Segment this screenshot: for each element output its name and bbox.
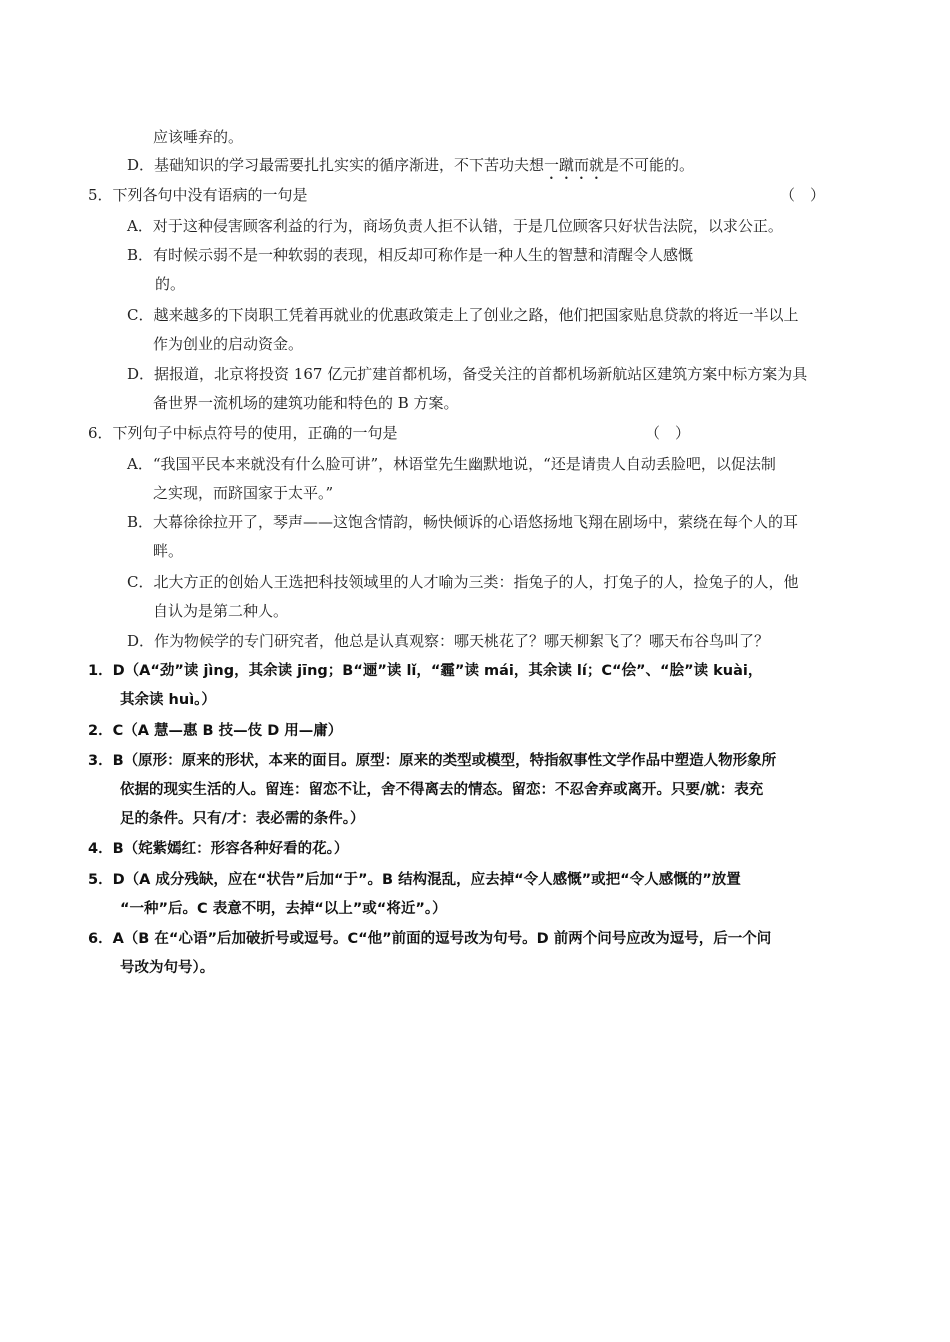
q6-option-c: C．北大方正的创始人王选把科技领域里的人才喻为三类：指兔子的人，打兔子的人，捡兔子的人，他 — [127, 573, 799, 591]
q6-option-b-cont: 畔。 — [153, 542, 184, 560]
q5-stem: 5．下列各句中没有语病的一句是 — [88, 186, 308, 204]
answer-1: 1．D（A“劲”读 jìng，其余读 jīng；B“逦”读 lǐ，“霾”读 mái，其余读 lí；C“侩”、“脍”读 kuài， — [88, 663, 763, 679]
q6-option-c-cont: 自认为是第二种人。 — [153, 602, 289, 620]
q6-answer-blank: （ ） — [645, 424, 691, 442]
q5-option-a: A．对于这种侵害顾客利益的行为，商场负责人拒不认错，于是几位顾客只好状告法院，以求公正。 — [127, 217, 783, 235]
answer-4: 4．B（姹紫嫣红：形容各种好看的花。） — [88, 841, 349, 857]
q4-option-d-emphasis: 一蹴而就 — [544, 156, 605, 174]
q5-option-d-cont: 备世界一流机场的建筑功能和特色的 B 方案。 — [153, 394, 459, 412]
q4-option-d-text-end: 是不可能的。 — [604, 156, 695, 174]
answer-3: 3．B（原形：原来的形状，本来的面目。原型：原来的类型或模型，特指叙事性文学作品中塑造人物形象所 — [88, 753, 777, 769]
q5-option-b: B．有时候示弱不是一种软弱的表现，相反却可称作是一种人生的智慧和清醒令人感慨 — [127, 246, 694, 264]
q5-option-c-cont: 作为创业的启动资金。 — [153, 335, 304, 353]
q6-option-b: B．大幕徐徐拉开了，琴声——这饱含情韵，畅快倾诉的心语悠扬地飞翔在剧场中，萦绕在每个人的耳 — [127, 513, 799, 531]
answer-5-cont: “一种”后。C 表意不明，去掉“以上”或“将近”。） — [120, 901, 447, 917]
answer-3-cont-2: 足的条件。只有/才：表必需的条件。） — [120, 811, 365, 827]
q4-option-d-text: D．基础知识的学习最需要扎扎实实的循序渐进，不下苦功夫想 — [127, 156, 545, 174]
q4-option-d — [127, 155, 694, 183]
answer-2: 2．C（A 慧—惠 B 技—伎 D 用—庸） — [88, 723, 343, 739]
q6-option-a: A．“我国平民本来就没有什么脸可讲”，林语堂先生幽默地说，“还是请贵人自动丢脸吧，以促法制 — [127, 455, 776, 473]
q6-stem: 6．下列句子中标点符号的使用，正确的一句是 — [88, 424, 398, 442]
q4-option-c-tail: 应该唾弃的。 — [153, 128, 244, 146]
q5-option-b-cont: 的。 — [155, 275, 186, 293]
q5-answer-blank: （ ） — [780, 186, 826, 204]
q6-option-a-cont: 之实现，而跻国家于太平。” — [153, 484, 334, 502]
answer-5: 5．D（A 成分残缺，应在“状告”后加“于”。B 结构混乱，应去掉“令人感慨”或把“令人感慨的”放置 — [88, 872, 741, 888]
answer-6-cont: 号改为句号）。 — [120, 960, 215, 976]
answer-3-cont-1: 依据的现实生活的人。留连：留恋不让，舍不得离去的情态。留恋：不忍舍弃或离开。只要/就：表充 — [120, 782, 764, 798]
q6-option-d: D．作为物候学的专门研究者，他总是认真观察：哪天桃花了？哪天柳絮飞了？哪天布谷鸟叫了？ — [127, 632, 770, 650]
answer-1-cont: 其余读 huì。） — [120, 692, 216, 708]
answer-6: 6．A（B 在“心语”后加破折号或逗号。C“他”前面的逗号改为句号。D 前两个问号应改为逗号，后一个问 — [88, 931, 772, 947]
q5-option-d: D．据报道，北京将投资 167 亿元扩建首都机场，备受关注的首都机场新航站区建筑方案中标方案为具 — [127, 365, 808, 383]
q5-option-c: C．越来越多的下岗职工凭着再就业的优惠政策走上了创业之路，他们把国家贴息贷款的将近一半以上 — [127, 306, 799, 324]
